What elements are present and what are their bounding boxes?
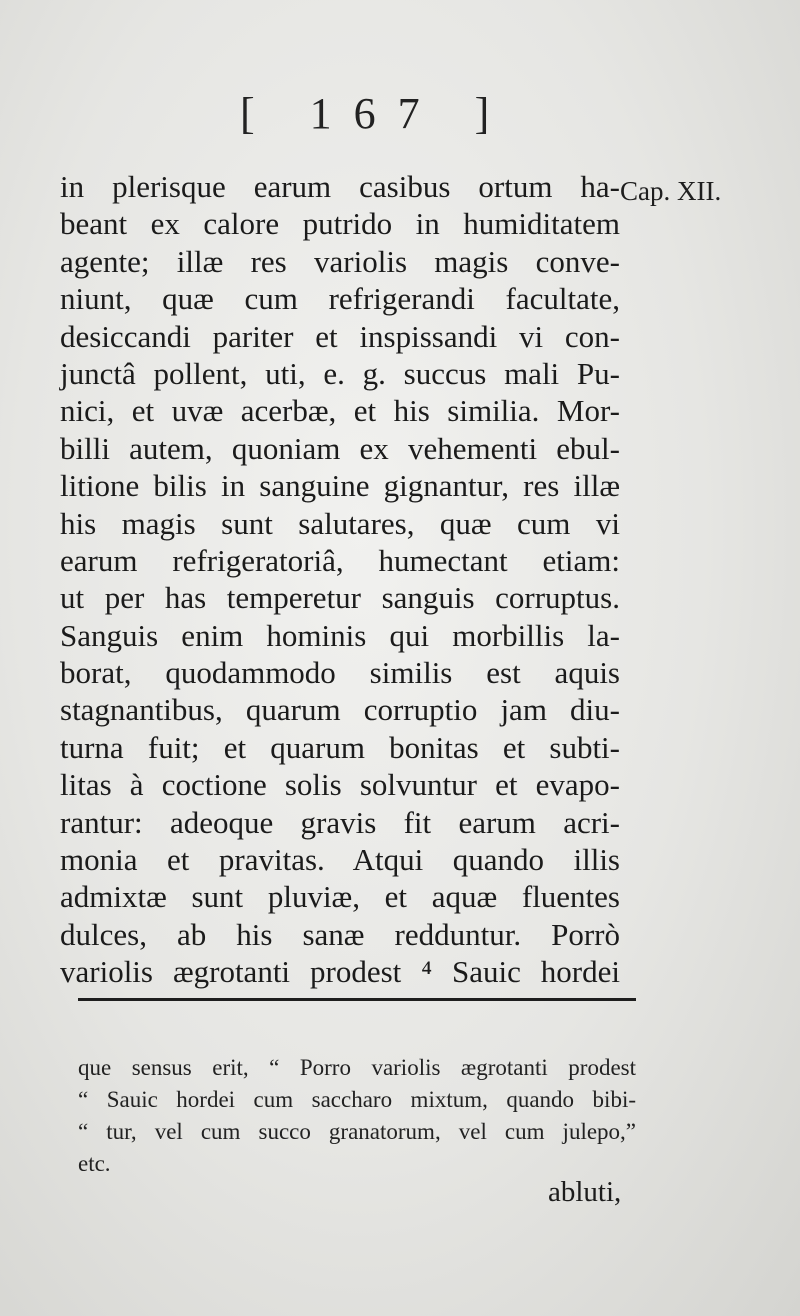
body-line: variolis ægrotanti prodest ⁴ Sauic hordei <box>60 954 620 990</box>
footnote <box>78 1052 636 1180</box>
body-line: stagnantibus, quarum corruptio jam diu- <box>60 692 620 728</box>
footnote-line: “ tur, vel cum succo granatorum, vel cum julepo,” <box>78 1119 636 1144</box>
page-number: [ 167 ] <box>240 89 512 138</box>
footnote-rule <box>78 998 636 1001</box>
body-line: desiccandi pariter et inspissandi vi con- <box>60 318 620 354</box>
body-line: his magis sunt salutares, quæ cum vi <box>60 505 620 541</box>
body-line: admixtæ sunt pluviæ, et aquæ fluentes <box>60 879 620 915</box>
footnote-line: “ Sauic hordei cum saccharo mixtum, quando bibi- <box>78 1087 636 1112</box>
body-line: earum refrigeratoriâ, humectant etiam: <box>60 542 620 578</box>
body-line: litione bilis in sanguine gignantur, res illæ <box>60 468 620 504</box>
catchword: abluti, <box>548 1176 622 1208</box>
body-line: agente; illæ res variolis magis conve- <box>60 243 620 279</box>
body-line: billi autem, quoniam ex vehementi ebul- <box>60 430 620 466</box>
body-line: Sanguis enim hominis qui morbillis la- <box>60 617 620 653</box>
body-line: rantur: adeoque gravis fit earum acri- <box>60 804 620 840</box>
footnote-line: que sensus erit, “ Porro variolis ægrotanti prodest <box>78 1055 636 1080</box>
body-line: niunt, quæ cum refrigerandi facultate, <box>60 281 620 317</box>
body-line: monia et pravitas. Atqui quando illis <box>60 842 620 878</box>
body-line: borat, quodammodo similis est aquis <box>60 655 620 691</box>
body-line: junctâ pollent, uti, e. g. succus mali Pu- <box>60 355 620 391</box>
body-line: litas à coctione solis solvuntur et evapo- <box>60 767 620 803</box>
body-line: dulces, ab his sanæ redduntur. Porrò <box>60 916 620 952</box>
chapter-margin-note: Cap. XII. <box>620 176 722 206</box>
body-line: beant ex calore putrido in humiditatem <box>60 206 620 242</box>
body-line: in plerisque earum casibus ortum ha- <box>60 169 620 204</box>
body-line: ut per has temperetur sanguis corruptus. <box>60 580 620 616</box>
body-line: nici, et uvæ acerbæ, et his similia. Mor- <box>60 393 620 429</box>
body-line: turna fuit; et quarum bonitas et subti- <box>60 729 620 765</box>
body-text <box>60 168 620 991</box>
footnote-line: etc. <box>78 1151 111 1176</box>
